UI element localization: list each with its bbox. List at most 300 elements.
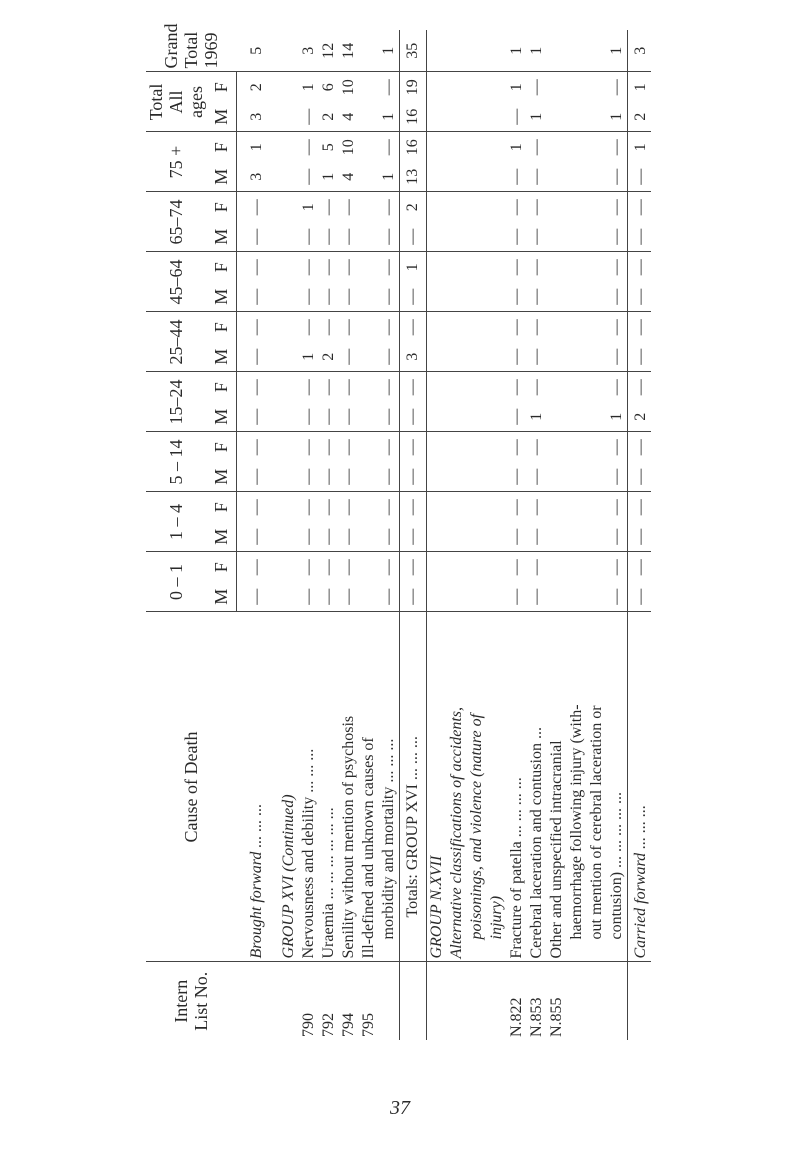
value-cell: 16 <box>400 102 427 132</box>
value-cell <box>359 462 379 492</box>
value-cell: — <box>508 439 525 456</box>
value-cell: — <box>299 522 319 552</box>
value-cell: — <box>339 582 359 612</box>
value-cell <box>467 462 487 492</box>
header-age-25-44: 25–44 <box>146 312 206 372</box>
grand-total-cell: 3 <box>299 30 319 72</box>
value-cell: — <box>339 342 359 372</box>
row-cause: Ill-defined and unknown causes of <box>359 612 379 962</box>
grand-total-cell: 35 <box>400 30 427 72</box>
value-cell: 5 <box>320 143 337 152</box>
value-cell <box>487 552 507 582</box>
value-cell: — <box>320 199 337 216</box>
row-code: N.853 <box>528 997 545 1037</box>
value-cell <box>567 312 587 342</box>
mortality-table <box>146 23 651 1040</box>
value-cell <box>427 282 448 312</box>
value-cell: — <box>300 499 317 516</box>
value-cell: — <box>379 522 400 552</box>
table-row <box>487 30 507 1040</box>
value-cell: — <box>319 402 339 432</box>
value-cell: — <box>628 192 652 222</box>
value-cell: — <box>299 102 319 132</box>
value-cell: 1 <box>248 143 265 152</box>
value-cell: — <box>379 582 400 612</box>
value-cell <box>359 102 379 132</box>
value-cell <box>267 432 299 462</box>
value-cell: 3 <box>237 162 268 192</box>
header-age-0-1: 0 – 1 <box>146 552 206 612</box>
value-cell <box>567 432 587 462</box>
value-cell <box>359 282 379 312</box>
value-cell: — <box>339 402 359 432</box>
value-cell: 1 <box>319 162 339 192</box>
value-cell: — <box>248 199 265 216</box>
value-cell: — <box>608 379 625 396</box>
header-female-3: F <box>206 372 237 402</box>
value-cell: — <box>248 559 265 576</box>
value-cell: 1 <box>379 102 400 132</box>
value-cell <box>267 402 299 432</box>
value-cell: — <box>628 492 652 522</box>
value-cell <box>547 492 567 522</box>
value-cell: — <box>248 499 265 516</box>
value-cell: — <box>607 522 628 552</box>
value-cell <box>467 252 487 282</box>
value-cell: — <box>508 319 525 336</box>
value-cell <box>267 522 299 552</box>
row-code <box>587 962 607 1040</box>
value-cell: — <box>379 402 400 432</box>
value-cell <box>447 252 467 282</box>
value-cell <box>447 102 467 132</box>
grand-total-cell: 5 <box>237 30 268 72</box>
row-code <box>267 962 299 1040</box>
row-cause: Brought forward ... ... ... <box>237 612 268 962</box>
value-cell: 1 <box>628 132 652 162</box>
row-code <box>427 962 448 1040</box>
value-cell: — <box>237 222 268 252</box>
value-cell <box>267 102 299 132</box>
value-cell: 1 <box>628 72 652 102</box>
value-cell <box>467 72 487 102</box>
table-row <box>299 30 319 1040</box>
value-cell: 2 <box>628 102 652 132</box>
value-cell: — <box>319 282 339 312</box>
value-cell <box>359 522 379 552</box>
value-cell: — <box>319 582 339 612</box>
value-cell <box>359 192 379 222</box>
value-cell <box>427 432 448 462</box>
value-cell <box>427 522 448 552</box>
value-cell <box>547 252 567 282</box>
value-cell: — <box>527 282 547 312</box>
value-cell: — <box>380 559 397 576</box>
value-cell: — <box>340 199 357 216</box>
value-cell <box>487 162 507 192</box>
value-cell <box>447 462 467 492</box>
value-cell: — <box>528 259 545 276</box>
header-age-65-74: 65–74 <box>146 192 206 252</box>
header-male-3: M <box>206 402 237 432</box>
value-cell: 6 <box>320 83 337 92</box>
table-row <box>607 30 628 1040</box>
value-cell <box>567 252 587 282</box>
header-grand-total: Grand Total 1969 <box>146 30 237 72</box>
grand-total-cell: 14 <box>339 30 359 72</box>
value-cell: — <box>507 282 527 312</box>
value-cell <box>447 432 467 462</box>
value-cell <box>467 132 487 162</box>
header-male-2: M <box>206 462 237 492</box>
value-cell: 2 <box>319 342 339 372</box>
row-cause: haemorrhage following injury (with- <box>567 612 587 962</box>
header-male-0: M <box>206 582 237 612</box>
value-cell: — <box>608 139 625 156</box>
grand-total-cell: 12 <box>319 30 339 72</box>
value-cell: — <box>628 462 652 492</box>
value-cell: — <box>628 222 652 252</box>
value-cell <box>487 402 507 432</box>
header-male-8: M <box>206 102 237 132</box>
value-cell <box>427 312 448 342</box>
value-cell: — <box>299 282 319 312</box>
header-intern-list-no: Intern List No. <box>171 971 212 1031</box>
value-cell: — <box>628 582 652 612</box>
value-cell <box>427 252 448 282</box>
value-cell: 4 <box>339 102 359 132</box>
value-cell: — <box>237 282 268 312</box>
value-cell: — <box>248 259 265 276</box>
value-cell: 1 <box>508 83 525 92</box>
value-cell <box>267 312 299 342</box>
value-cell <box>447 72 467 102</box>
value-cell <box>267 72 299 102</box>
value-cell <box>427 462 448 492</box>
value-cell <box>359 72 379 102</box>
header-age-5-14: 5 – 14 <box>146 432 206 492</box>
table-row <box>400 30 427 1040</box>
row-cause: morbidity and mortality ... ... ... <box>379 612 400 962</box>
row-cause: GROUP N.XVII <box>427 612 448 962</box>
value-cell <box>487 522 507 552</box>
value-cell: — <box>528 199 545 216</box>
value-cell: — <box>400 372 427 402</box>
table-row <box>467 30 487 1040</box>
value-cell: — <box>608 79 625 96</box>
value-cell <box>547 72 567 102</box>
value-cell <box>447 312 467 342</box>
value-cell: — <box>380 499 397 516</box>
value-cell <box>547 522 567 552</box>
header-age-45-64: 45–64 <box>146 252 206 312</box>
value-cell <box>547 552 567 582</box>
value-cell: — <box>299 462 319 492</box>
header-female-8: F <box>206 72 237 102</box>
value-cell: — <box>299 582 319 612</box>
value-cell: — <box>628 552 652 582</box>
table-row <box>447 30 467 1040</box>
header-female-1: F <box>206 492 237 522</box>
value-cell: — <box>299 222 319 252</box>
row-code: 790 <box>300 1013 317 1037</box>
value-cell <box>487 222 507 252</box>
value-cell <box>547 372 567 402</box>
value-cell <box>487 102 507 132</box>
value-cell: 1 <box>400 252 427 282</box>
value-cell: 1 <box>527 102 547 132</box>
value-cell: — <box>527 222 547 252</box>
value-cell: — <box>379 342 400 372</box>
value-cell <box>267 492 299 522</box>
value-cell: — <box>300 319 317 336</box>
row-cause: contusion) ... ... ... ... ... <box>607 612 628 962</box>
value-cell: — <box>628 342 652 372</box>
value-cell <box>267 132 299 162</box>
value-cell: — <box>400 282 427 312</box>
value-cell <box>427 222 448 252</box>
value-cell: — <box>339 462 359 492</box>
grand-total-cell <box>427 30 448 72</box>
value-cell <box>487 342 507 372</box>
value-cell: 3 <box>237 102 268 132</box>
value-cell: 1 <box>299 342 319 372</box>
table-row <box>567 30 587 1040</box>
value-cell <box>267 552 299 582</box>
value-cell: — <box>628 312 652 342</box>
value-cell: — <box>508 199 525 216</box>
value-cell: — <box>237 342 268 372</box>
value-cell <box>447 342 467 372</box>
value-cell <box>447 372 467 402</box>
header-female-4: F <box>206 312 237 342</box>
row-code: 794 <box>340 1013 357 1037</box>
row-code <box>237 962 268 1040</box>
value-cell: — <box>608 439 625 456</box>
value-cell <box>427 342 448 372</box>
rotated-table-container <box>146 23 706 1040</box>
value-cell <box>587 222 607 252</box>
value-cell: — <box>628 432 652 462</box>
value-cell: 1 <box>607 102 628 132</box>
value-cell <box>567 282 587 312</box>
value-cell: — <box>528 139 545 156</box>
value-cell: 4 <box>339 162 359 192</box>
value-cell: 2 <box>628 402 652 432</box>
value-cell: — <box>320 439 337 456</box>
grand-total-cell <box>447 30 467 72</box>
value-cell <box>487 462 507 492</box>
header-male-6: M <box>206 222 237 252</box>
table-row <box>587 30 607 1040</box>
value-cell: — <box>628 522 652 552</box>
header-male-5: M <box>206 282 237 312</box>
value-cell: 1 <box>379 162 400 192</box>
value-cell: — <box>379 222 400 252</box>
header-age-75-plus: 75 + <box>146 132 206 192</box>
value-cell: — <box>300 559 317 576</box>
grand-total-cell: 1 <box>507 30 527 72</box>
value-cell <box>359 552 379 582</box>
value-cell: — <box>507 222 527 252</box>
value-cell: — <box>628 282 652 312</box>
value-cell <box>427 72 448 102</box>
value-cell: — <box>340 499 357 516</box>
value-cell: — <box>400 462 427 492</box>
value-cell <box>447 192 467 222</box>
value-cell: — <box>608 199 625 216</box>
value-cell: — <box>527 342 547 372</box>
value-cell: — <box>379 282 400 312</box>
value-cell <box>587 432 607 462</box>
value-cell <box>587 72 607 102</box>
value-cell <box>467 192 487 222</box>
value-cell: 2 <box>319 102 339 132</box>
value-cell: — <box>319 462 339 492</box>
value-cell <box>359 492 379 522</box>
value-cell <box>587 102 607 132</box>
header-age-15-24: 15–24 <box>146 372 206 432</box>
value-cell <box>447 132 467 162</box>
value-cell: — <box>300 259 317 276</box>
value-cell: — <box>528 559 545 576</box>
grand-total-cell: 1 <box>527 30 547 72</box>
header-male-7: M <box>206 162 237 192</box>
value-cell: — <box>607 582 628 612</box>
value-cell <box>567 462 587 492</box>
value-cell <box>567 162 587 192</box>
table-row <box>547 30 567 1040</box>
value-cell <box>359 582 379 612</box>
table-row <box>628 30 652 1040</box>
value-cell <box>427 402 448 432</box>
value-cell <box>359 252 379 282</box>
value-cell <box>427 162 448 192</box>
value-cell <box>359 312 379 342</box>
value-cell: — <box>528 319 545 336</box>
value-cell: — <box>340 439 357 456</box>
header-age-1-4: 1 – 4 <box>146 492 206 552</box>
value-cell: — <box>607 282 628 312</box>
value-cell: — <box>527 582 547 612</box>
value-cell: — <box>507 342 527 372</box>
value-cell: — <box>508 499 525 516</box>
table-row <box>359 30 379 1040</box>
value-cell: — <box>400 522 427 552</box>
value-cell <box>447 522 467 552</box>
value-cell: — <box>237 522 268 552</box>
value-cell <box>267 222 299 252</box>
value-cell: — <box>507 402 527 432</box>
value-cell <box>487 132 507 162</box>
value-cell: — <box>237 582 268 612</box>
value-cell: — <box>527 162 547 192</box>
value-cell: — <box>628 252 652 282</box>
row-cause: Nervousness and debility ... ... ... <box>299 612 319 962</box>
value-cell: — <box>608 559 625 576</box>
value-cell: — <box>507 522 527 552</box>
header-female-2: F <box>206 432 237 462</box>
value-cell: — <box>528 379 545 396</box>
value-cell: — <box>300 439 317 456</box>
value-cell: — <box>339 222 359 252</box>
value-cell <box>587 372 607 402</box>
value-cell <box>447 552 467 582</box>
value-cell: — <box>340 319 357 336</box>
value-cell: — <box>380 79 397 96</box>
value-cell <box>567 402 587 432</box>
value-cell: — <box>379 462 400 492</box>
value-cell <box>467 582 487 612</box>
row-cause: Carried forward ... ... ... <box>628 612 652 962</box>
row-code: 795 <box>360 1013 377 1037</box>
header-female-7: F <box>206 132 237 162</box>
value-cell <box>487 582 507 612</box>
value-cell: — <box>607 462 628 492</box>
value-cell <box>267 282 299 312</box>
row-cause: Totals: GROUP XVI ... ... ... <box>400 612 427 962</box>
value-cell: — <box>340 379 357 396</box>
value-cell: 13 <box>400 162 427 192</box>
grand-total-cell <box>467 30 487 72</box>
table-row <box>339 30 359 1040</box>
table-row <box>237 30 268 1040</box>
value-cell: — <box>528 439 545 456</box>
table-row <box>379 30 400 1040</box>
value-cell: — <box>608 319 625 336</box>
value-cell: — <box>527 522 547 552</box>
value-cell: 2 <box>248 83 265 92</box>
value-cell <box>427 132 448 162</box>
row-code: N.855 <box>548 997 565 1037</box>
value-cell <box>467 222 487 252</box>
row-cause: Uraemia ... ... ... ... ... ... <box>319 612 339 962</box>
value-cell <box>587 312 607 342</box>
row-cause: Alternative classifications of accidents, <box>447 612 467 962</box>
value-cell: 2 <box>400 192 427 222</box>
row-cause: injury) <box>487 612 507 962</box>
grand-total-cell <box>587 30 607 72</box>
value-cell <box>427 372 448 402</box>
value-cell <box>467 282 487 312</box>
row-cause: GROUP XVI (Continued) <box>267 612 299 962</box>
value-cell <box>547 462 567 492</box>
table-row <box>427 30 448 1040</box>
value-cell: — <box>380 259 397 276</box>
value-cell: — <box>400 552 427 582</box>
value-cell: — <box>527 462 547 492</box>
value-cell <box>587 492 607 522</box>
value-cell <box>487 252 507 282</box>
value-cell <box>547 102 567 132</box>
row-code <box>379 962 400 1040</box>
value-cell <box>359 432 379 462</box>
value-cell: — <box>608 499 625 516</box>
value-cell: — <box>607 222 628 252</box>
value-cell: — <box>320 499 337 516</box>
value-cell <box>467 522 487 552</box>
grand-total-cell: 3 <box>628 30 652 72</box>
value-cell: — <box>380 199 397 216</box>
value-cell <box>587 582 607 612</box>
value-cell <box>359 342 379 372</box>
header-female-6: F <box>206 192 237 222</box>
value-cell <box>487 432 507 462</box>
header-female-5: F <box>206 252 237 282</box>
value-cell: 16 <box>400 132 427 162</box>
grand-total-cell: 1 <box>607 30 628 72</box>
value-cell: — <box>300 139 317 156</box>
